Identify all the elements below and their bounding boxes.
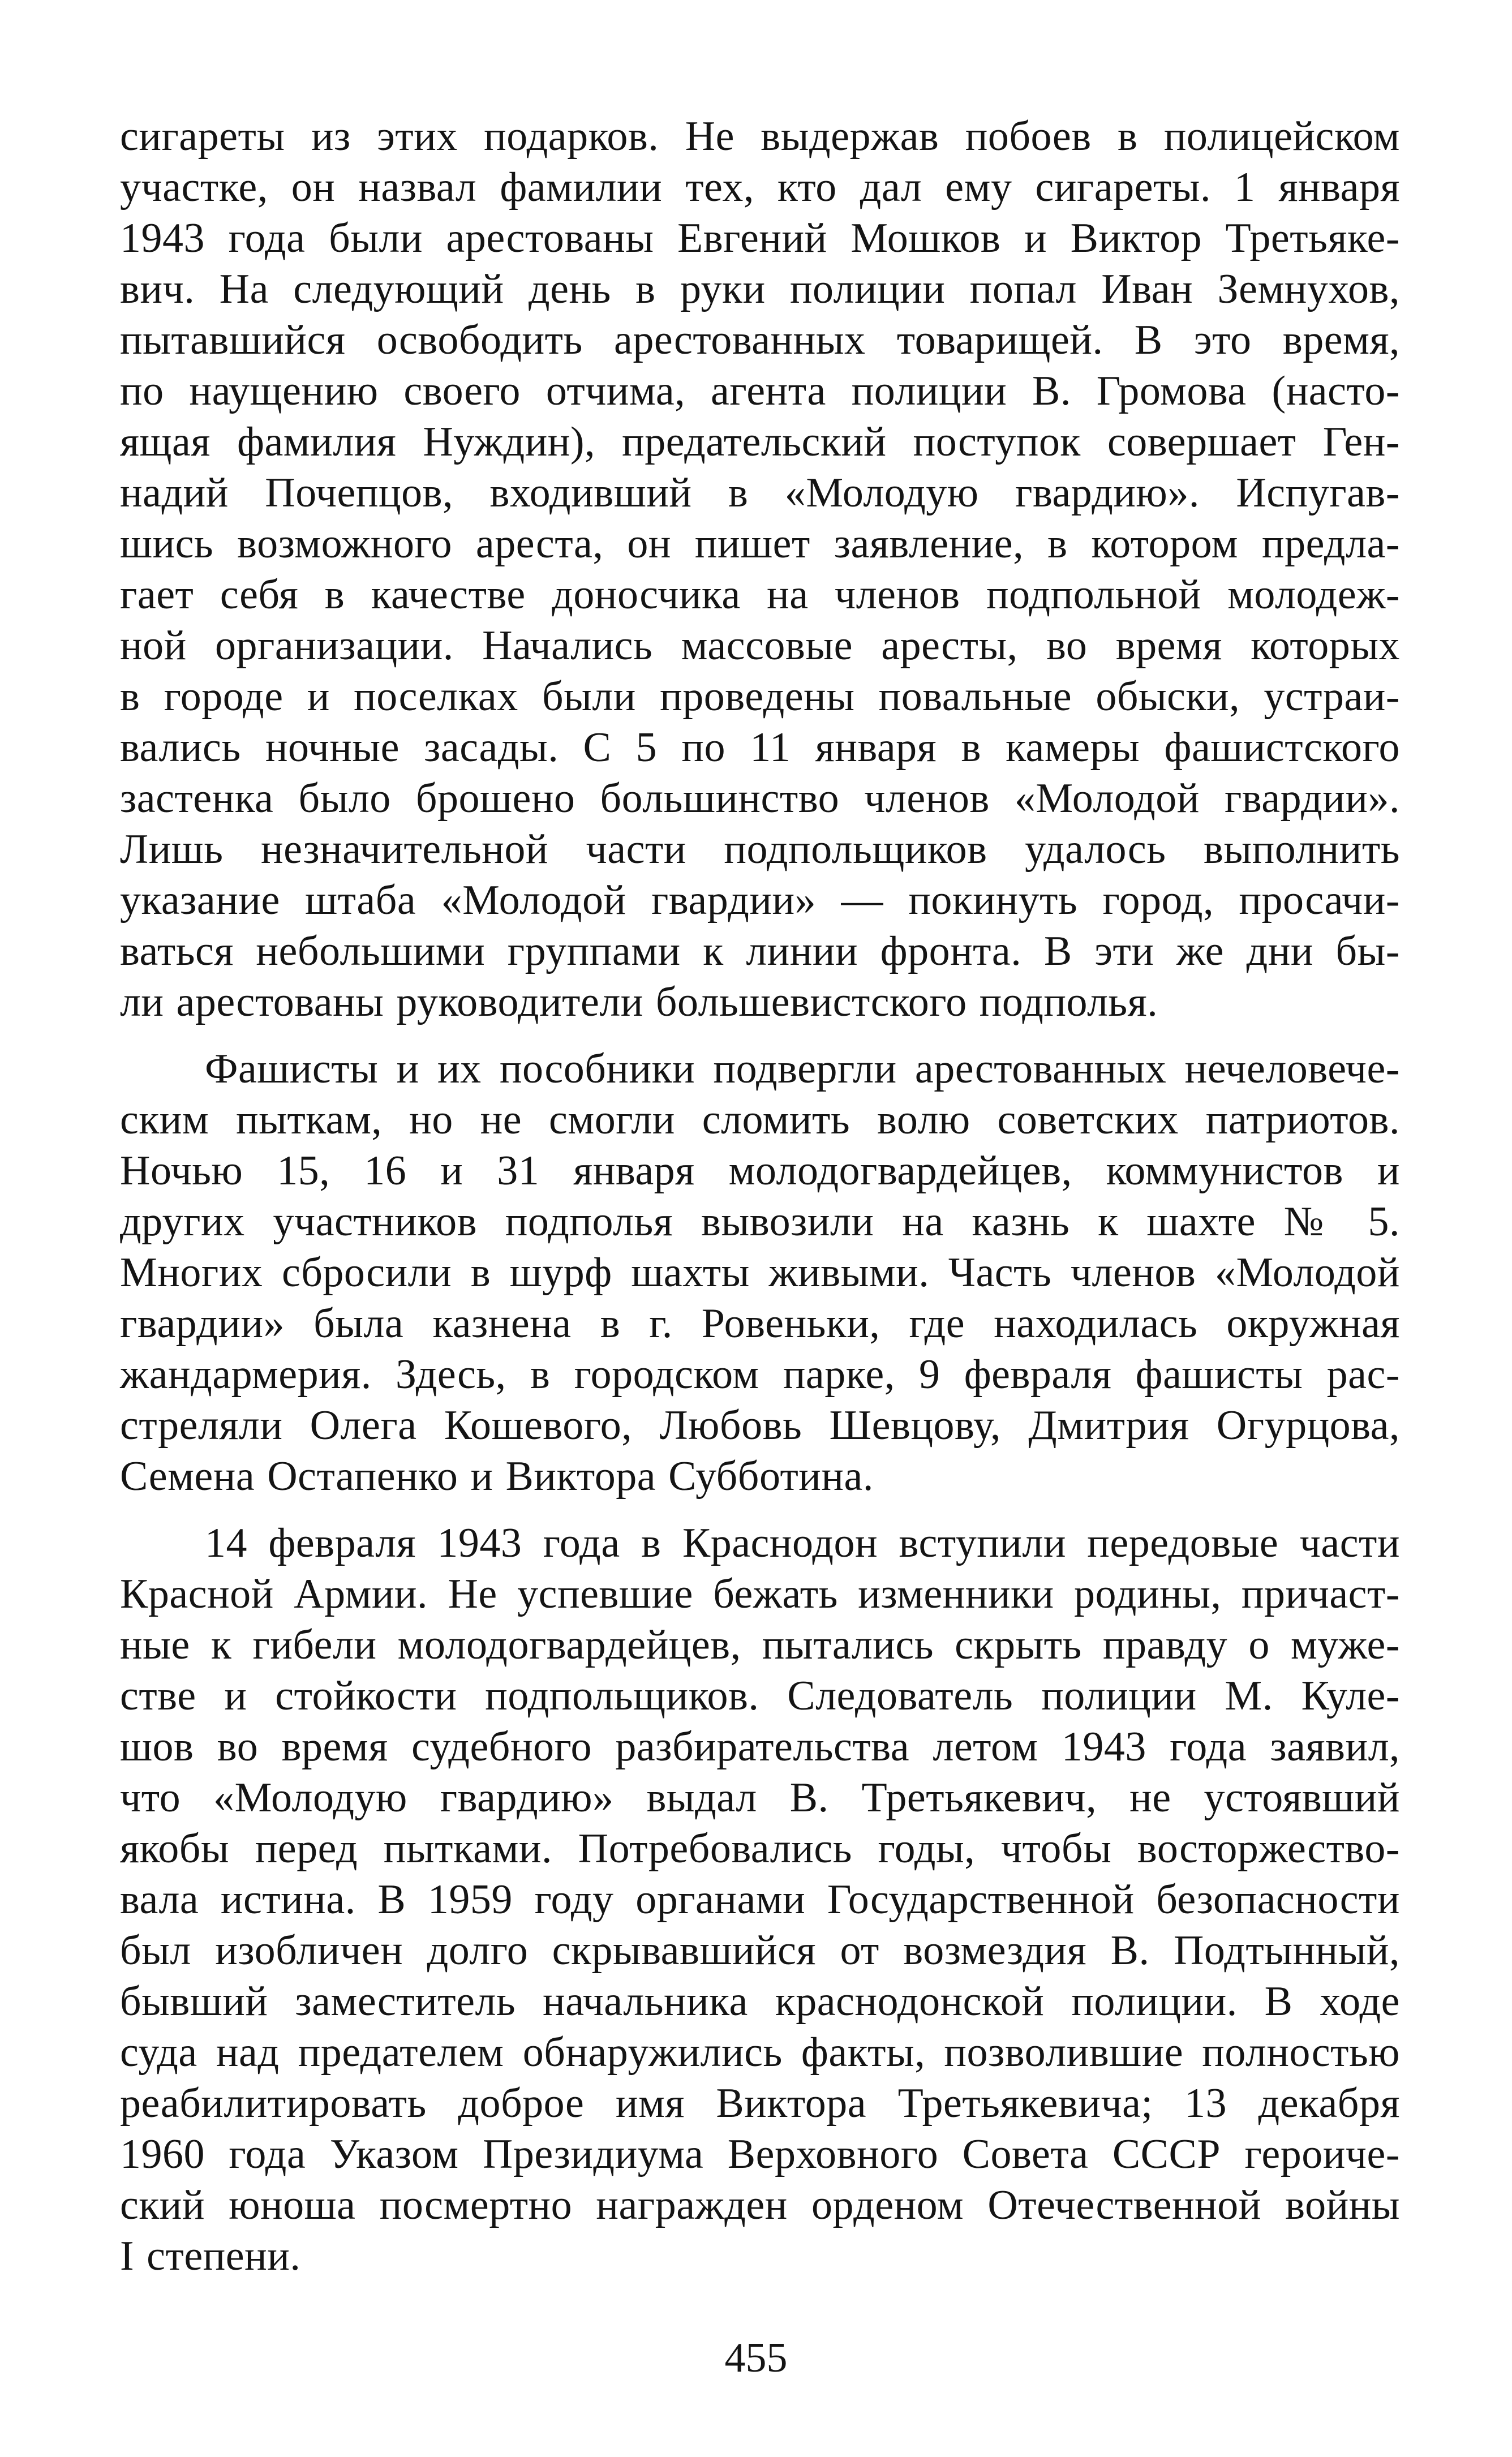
text-line: якобы перед пытками. Потребовались годы, чтобы восторжество- — [120, 1825, 1400, 1872]
text-line: ли арестованы руководители большевистского подполья. — [120, 979, 1158, 1025]
text-line: гает себя в качестве доносчика на членов подпольной молодеж- — [120, 572, 1400, 618]
text-line: 1943 года были арестованы Евгений Мошков и Виктор Третьяке- — [120, 215, 1400, 261]
text-line: Красной Армии. Не успевшие бежать изменники родины, причаст- — [120, 1571, 1400, 1617]
text-line: пытавшийся освободить арестованных товарищей. В это время, — [120, 317, 1400, 363]
text-line: Фашисты и их пособники подвергли арестованных нечеловече- — [205, 1046, 1400, 1092]
text-line: Семена Остапенко и Виктора Субботина. — [120, 1453, 874, 1500]
paragraph-2 — [120, 1043, 1400, 1502]
text-line: в городе и поселках были проведены повальные обыски, устраи- — [120, 673, 1400, 720]
text-line: ский юноша посмертно награжден орденом Отечественной войны — [120, 2182, 1400, 2228]
text-line: ваться небольшими группами к линии фронта. В эти же дни бы- — [120, 928, 1400, 974]
text-line: ные к гибели молодогвардейцев, пытались скрыть правду о муже- — [120, 1622, 1400, 1668]
text-line: жандармерия. Здесь, в городском парке, 9 февраля фашисты рас- — [120, 1351, 1400, 1398]
text-line: вались ночные засады. С 5 по 11 января в камеры фашистского — [120, 724, 1400, 771]
text-line: 1960 года Указом Президиума Верховного Совета СССР героиче- — [120, 2131, 1400, 2177]
text-line: участке, он назвал фамилии тех, кто дал ему сигареты. 1 января — [120, 164, 1400, 211]
page-body — [120, 111, 1400, 2282]
text-line: Ночью 15, 16 и 31 января молодогвардейцев, коммунистов и — [120, 1148, 1400, 1194]
text-line: ящая фамилия Нуждин), предательский поступок совершает Ген- — [120, 419, 1400, 465]
text-line: ной организации. Начались массовые аресты, во время которых — [120, 622, 1400, 669]
text-line: вич. На следующий день в руки полиции попал Иван Земнухов, — [120, 266, 1400, 312]
text-line: застенка было брошено большинство членов «Молодой гвардии». — [120, 775, 1400, 822]
text-line: I степени. — [120, 2233, 301, 2279]
text-line: стве и стойкости подпольщиков. Следователь полиции М. Куле- — [120, 1673, 1400, 1719]
text-line: реабилитировать доброе имя Виктора Третьякевича; 13 декабря — [120, 2080, 1400, 2127]
text-line: Лишь незначительной части подпольщиков удалось выполнить — [120, 826, 1400, 873]
paragraph-1 — [120, 111, 1400, 1028]
text-line: гвардии» была казнена в г. Ровеньки, где находилась окружная — [120, 1300, 1400, 1347]
text-line: бывший заместитель начальника краснодонской полиции. В ходе — [120, 1978, 1400, 2025]
text-line: по наущению своего отчима, агента полиции В. Громова (насто- — [120, 368, 1400, 414]
text-line: сигареты из этих подарков. Не выдержав побоев в полицейском — [120, 113, 1400, 160]
text-line: вала истина. В 1959 году органами Государственной безопасности — [120, 1876, 1400, 1923]
text-line: был изобличен долго скрывавшийся от возмездия В. Подтынный, — [120, 1927, 1400, 1974]
text-line: 14 февраля 1943 года в Краснодон вступили передовые части — [205, 1520, 1400, 1566]
text-line: суда над предателем обнаружились факты, позволившие полностью — [120, 2029, 1400, 2076]
text-line: надий Почепцов, входивший в «Молодую гвардию». Испугав- — [120, 470, 1400, 516]
text-line: других участников подполья вывозили на казнь к шахте № 5. — [120, 1199, 1400, 1245]
paragraph-3 — [120, 1518, 1400, 2282]
text-line: что «Молодую гвардию» выдал В. Третьякевич, не устоявший — [120, 1775, 1400, 1821]
text-line: шись возможного ареста, он пишет заявление, в котором предла- — [120, 521, 1400, 567]
text-line: шов во время судебного разбирательства летом 1943 года заявил, — [120, 1724, 1400, 1770]
page-number: 455 — [724, 2335, 788, 2381]
text-line: стреляли Олега Кошевого, Любовь Шевцову, Дмитрия Огурцова, — [120, 1402, 1400, 1449]
text-line: Многих сбросили в шурф шахты живыми. Часть членов «Молодой — [120, 1249, 1400, 1296]
text-line: указание штаба «Молодой гвардии» — покинуть город, просачи- — [120, 877, 1400, 923]
text-line: ским пыткам, но не смогли сломить волю советских патриотов. — [120, 1097, 1400, 1143]
